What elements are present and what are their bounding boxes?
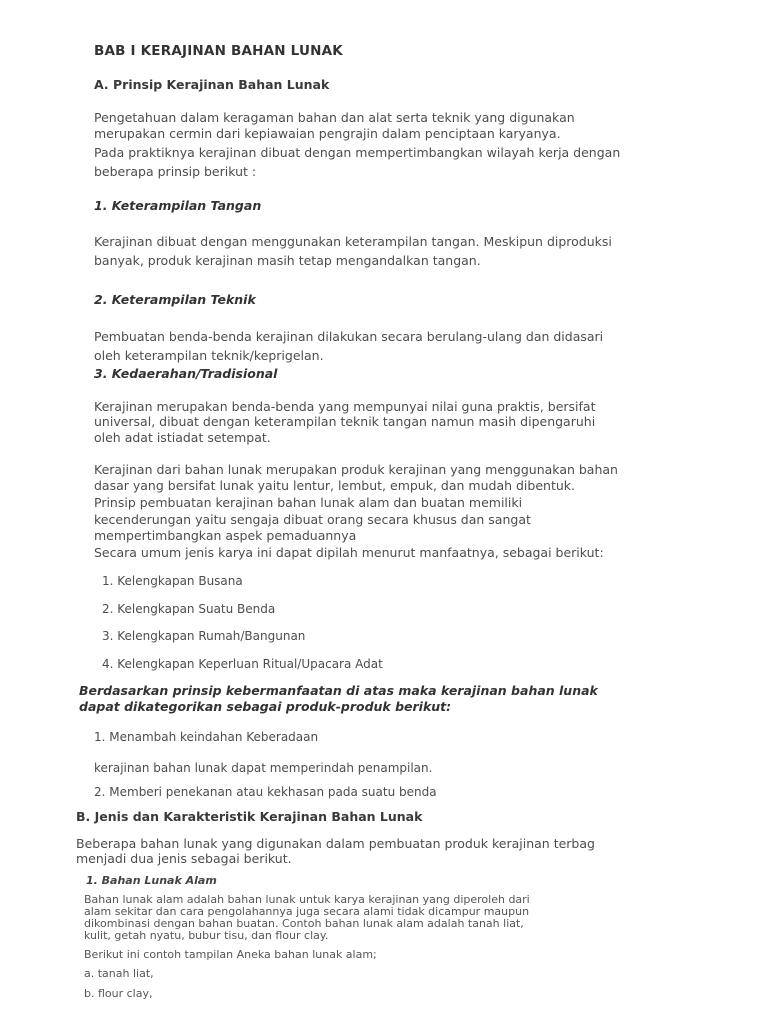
paragraph-line: oleh adat istiadat setempat. xyxy=(94,430,271,445)
list-item: 2. Memberi penekanan atau kekhasan pada suatu benda xyxy=(94,785,437,799)
paragraph-line: Pada praktiknya kerajinan dibuat dengan mempertimbangkan wilayah kerja dengan xyxy=(94,145,621,160)
paragraph-line: alam sekitar dan cara pengolahannya juga secara alami tidak dicampur maupun xyxy=(84,905,530,918)
paragraph-line: Prinsip pembuatan kerajinan bahan lunak alam dan buatan memiliki xyxy=(94,495,523,510)
section-a-heading: A. Prinsip Kerajinan Bahan Lunak xyxy=(94,77,330,92)
paragraph-line: Bahan lunak alam adalah bahan lunak untuk karya kerajinan yang diperoleh dari xyxy=(84,893,530,906)
paragraph-line: dapat dikategorikan sebagai produk-produk berikut: xyxy=(79,699,452,714)
section-b-heading: B. Jenis dan Karakteristik Kerajinan Bahan Lunak xyxy=(76,809,423,824)
page-title: BAB I KERAJINAN BAHAN LUNAK xyxy=(94,43,343,59)
subheading-keterampilan-tangan: 1. Keterampilan Tangan xyxy=(94,198,262,213)
subheading-bahan-lunak-alam: 1. Bahan Lunak Alam xyxy=(86,874,217,887)
paragraph-line: mempertimbangkan aspek pemaduannya xyxy=(94,528,357,543)
list-item: 2. Kelengkapan Suatu Benda xyxy=(102,602,276,616)
list-item: a. tanah liat, xyxy=(84,967,154,980)
list-item: 1. Kelengkapan Busana xyxy=(102,574,243,588)
paragraph-line: oleh keterampilan teknik/keprigelan. xyxy=(94,348,324,363)
paragraph-line: kecenderungan yaitu sengaja dibuat orang secara khusus dan sangat xyxy=(94,512,531,527)
list-item: 3. Kelengkapan Rumah/Bangunan xyxy=(102,629,306,643)
paragraph-line: kulit, getah nyatu, bubur tisu, dan flour clay. xyxy=(84,929,329,942)
paragraph-line: Kerajinan dari bahan lunak merupakan produk kerajinan yang menggunakan bahan xyxy=(94,462,618,477)
subheading-kedaerahan-tradisional: 3. Kedaerahan/Tradisional xyxy=(94,366,278,381)
paragraph-line: kerajinan bahan lunak dapat memperindah penampilan. xyxy=(94,761,433,775)
paragraph-line: Kerajinan merupakan benda-benda yang mempunyai nilai guna praktis, bersifat xyxy=(94,399,596,414)
list-item: 4. Kelengkapan Keperluan Ritual/Upacara Adat xyxy=(102,657,383,671)
paragraph-line: Secara umum jenis karya ini dapat dipilah menurut manfaatnya, sebagai berikut: xyxy=(94,545,604,560)
paragraph-line: dasar yang bersifat lunak yaitu lentur, lembut, empuk, dan mudah dibentuk. xyxy=(94,478,575,493)
paragraph-line: Kerajinan dibuat dengan menggunakan keterampilan tangan. Meskipun diproduksi xyxy=(94,234,612,249)
subheading-keterampilan-teknik: 2. Keterampilan Teknik xyxy=(94,292,256,307)
paragraph-line: Berikut ini contoh tampilan Aneka bahan lunak alam; xyxy=(84,948,377,961)
paragraph-line: universal, dibuat dengan keterampilan teknik tangan namun masih dipengaruhi xyxy=(94,414,596,429)
paragraph-line: beberapa prinsip berikut : xyxy=(94,164,257,179)
list-item: 1. Menambah keindahan Keberadaan xyxy=(94,730,319,744)
paragraph-line: Pengetahuan dalam keragaman bahan dan alat serta teknik yang digunakan xyxy=(94,110,575,125)
paragraph-line: banyak, produk kerajinan masih tetap mengandalkan tangan. xyxy=(94,253,481,268)
paragraph-line: dikombinasi dengan bahan buatan. Contoh bahan lunak alam adalah tanah liat, xyxy=(84,917,524,930)
paragraph-line: Pembuatan benda-benda kerajinan dilakukan secara berulang-ulang dan didasari xyxy=(94,329,604,344)
paragraph-line: Beberapa bahan lunak yang digunakan dalam pembuatan produk kerajinan terbag xyxy=(76,836,595,851)
paragraph-line: merupakan cermin dari kepiawaian pengrajin dalam penciptaan karyanya. xyxy=(94,126,561,141)
list-item: b. flour clay, xyxy=(84,987,153,1000)
paragraph-line: menjadi dua jenis sebagai berikut. xyxy=(76,851,292,866)
paragraph-line: Berdasarkan prinsip kebermanfaatan di atas maka kerajinan bahan lunak xyxy=(79,683,598,698)
